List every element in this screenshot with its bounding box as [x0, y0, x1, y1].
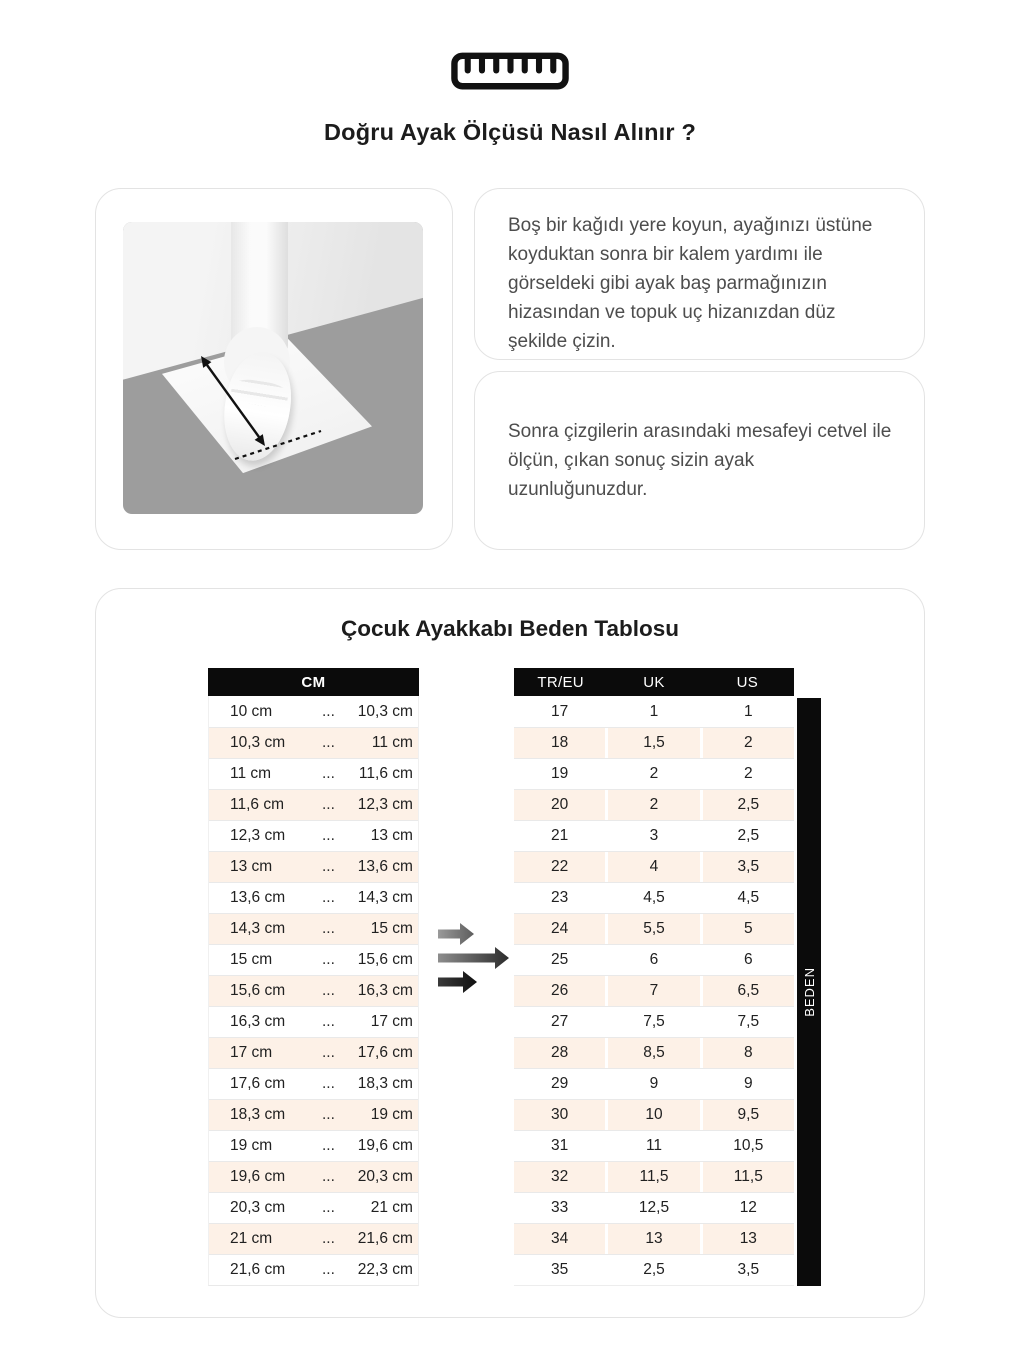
cm-from-value: 17 cm	[230, 1044, 273, 1061]
cm-to-value: 10,3 cm	[357, 702, 413, 720]
range-dots: ...	[322, 1075, 335, 1092]
size-row	[514, 758, 794, 789]
size-cell-value: 13	[608, 1224, 699, 1254]
size-cell-value: 4,5	[703, 883, 794, 913]
cm-range-row	[209, 944, 418, 975]
cm-to-value: 12,3 cm	[357, 796, 413, 813]
cm-from-value: 13 cm	[230, 858, 273, 875]
size-row	[514, 696, 794, 727]
size-cell-value: 2	[608, 759, 699, 789]
size-cell-value: 22	[514, 852, 605, 882]
size-cell-value: 21	[514, 821, 605, 851]
cm-range-row	[209, 975, 418, 1006]
cm-range-row	[209, 1161, 418, 1192]
size-cell-value: 29	[514, 1069, 605, 1099]
cm-range-row	[209, 696, 418, 727]
cm-from-value: 11,6 cm	[230, 796, 284, 813]
size-cell-value: 6	[703, 945, 794, 975]
size-cell-value: 2	[608, 790, 699, 820]
size-cell-value: 20	[514, 790, 605, 820]
foot-measurement-photo	[123, 222, 423, 514]
size-cell-value: 7,5	[703, 1007, 794, 1037]
size-cell-value: 34	[514, 1224, 605, 1254]
size-cell-value: 31	[514, 1131, 605, 1161]
size-cell-value: 26	[514, 976, 605, 1006]
instruction-text-1: Boş bir kağıdı yere koyun, ayağınızı üstüne koyduktan sonra bir kalem yardımı ile görseldeki gibi ayak baş parmağınızın hizasından ve topuk uç hizanızdan düz şekilde çizin.	[508, 215, 873, 352]
size-row	[514, 1006, 794, 1037]
size-cell-value: 8	[703, 1038, 794, 1068]
size-cell-value: 2	[703, 728, 794, 758]
cm-from-value: 20,3 cm	[230, 1199, 286, 1216]
cm-to-value: 11,6 cm	[358, 765, 413, 782]
size-cell-value: 10,5	[703, 1131, 794, 1161]
size-chart-title: Çocuk Ayakkabı Beden Tablosu	[340, 616, 679, 641]
cm-to-value: 13 cm	[370, 827, 413, 844]
cm-from-value: 21 cm	[230, 1230, 273, 1247]
range-dots: ...	[322, 920, 335, 937]
size-cell-value: 30	[514, 1100, 605, 1130]
cm-to-value: 15 cm	[370, 920, 413, 937]
size-cell-value: 4	[608, 852, 699, 882]
range-dots: ...	[322, 951, 335, 968]
size-cell-value: 19	[514, 759, 605, 789]
cm-to-value: 13,6 cm	[357, 858, 413, 875]
cm-range-row	[209, 789, 418, 820]
cm-range-row	[209, 882, 418, 913]
cm-to-value: 21,6 cm	[357, 1230, 413, 1247]
cm-to-value: 16,3 cm	[357, 982, 413, 999]
cm-to-value: 15,6 cm	[357, 951, 413, 968]
cm-table-header: CM	[208, 668, 419, 696]
size-cell-value: 11,5	[608, 1162, 699, 1192]
size-cell-value: 4,5	[608, 883, 699, 913]
cm-range-row	[209, 1130, 418, 1161]
range-dots: ...	[322, 827, 335, 844]
size-row	[514, 851, 794, 882]
size-cell-value: 35	[514, 1255, 605, 1285]
range-dots: ...	[322, 1199, 335, 1216]
size-row	[514, 944, 794, 975]
cm-from-value: 17,6 cm	[230, 1075, 286, 1092]
cm-to-value: 19 cm	[370, 1106, 413, 1123]
size-row	[514, 1130, 794, 1161]
size-chart-card	[95, 588, 925, 1318]
cm-range-row	[209, 1254, 418, 1285]
beden-label: BEDEN	[801, 967, 817, 1017]
cm-range-row	[209, 820, 418, 851]
size-cell-value: 17	[514, 696, 605, 727]
cm-to-value: 19,6 cm	[357, 1137, 413, 1154]
cm-from-value: 10 cm	[230, 702, 273, 720]
size-cell-value: 18	[514, 728, 605, 758]
cm-from-value: 18,3 cm	[230, 1106, 286, 1123]
size-cell-value: 12,5	[608, 1193, 699, 1223]
cm-range-row	[209, 1006, 418, 1037]
cm-range-row	[209, 1037, 418, 1068]
size-row	[514, 1223, 794, 1254]
cm-from-value: 15,6 cm	[230, 982, 286, 999]
size-cell-value: 3	[608, 821, 699, 851]
size-cell-value: 11,5	[703, 1162, 794, 1192]
range-dots: ...	[322, 702, 335, 720]
cm-range-row	[209, 913, 418, 944]
cm-table-body	[208, 696, 419, 1286]
cm-to-value: 17,6 cm	[357, 1044, 413, 1061]
size-cell-value: 25	[514, 945, 605, 975]
cm-table	[208, 668, 419, 1286]
cm-range-row	[209, 1192, 418, 1223]
cm-from-value: 14,3 cm	[230, 920, 286, 937]
cm-to-value: 22,3 cm	[357, 1261, 413, 1278]
size-row	[514, 1161, 794, 1192]
size-row	[514, 975, 794, 1006]
ruler-icon	[0, 52, 1020, 90]
size-row	[514, 789, 794, 820]
size-column-header: TR/EU	[537, 673, 584, 691]
instruction-text-2: Sonra çizgilerin arasındaki mesafeyi cetvel ile ölçün, çıkan sonuç sizin ayak uzunluğunuzdur.	[508, 420, 892, 500]
size-row	[514, 727, 794, 758]
size-cell-value: 7,5	[608, 1007, 699, 1037]
size-table-body	[514, 696, 794, 1286]
size-cell-value: 1	[703, 696, 794, 727]
size-cell-value: 27	[514, 1007, 605, 1037]
size-cell-value: 23	[514, 883, 605, 913]
range-dots: ...	[322, 765, 335, 782]
cm-to-value: 11 cm	[371, 734, 413, 751]
size-cell-value: 3,5	[703, 1255, 794, 1285]
range-dots: ...	[322, 796, 335, 813]
foot-measurement-photo-card	[95, 188, 453, 550]
measurement-arrow-overlay	[123, 222, 423, 514]
instruction-cards	[474, 188, 925, 550]
range-dots: ...	[322, 889, 335, 906]
size-cell-value: 9	[608, 1069, 699, 1099]
cm-range-row	[209, 1099, 418, 1130]
cm-from-value: 21,6 cm	[230, 1261, 286, 1278]
size-cell-value: 3,5	[703, 852, 794, 882]
size-row	[514, 820, 794, 851]
size-row	[514, 1099, 794, 1130]
size-cell-value: 8,5	[608, 1038, 699, 1068]
size-cell-value: 6,5	[703, 976, 794, 1006]
cm-from-value: 15 cm	[230, 951, 273, 968]
size-cell-value: 2,5	[703, 790, 794, 820]
size-cell-value: 5	[703, 914, 794, 944]
size-cell-value: 9,5	[703, 1100, 794, 1130]
mapping-arrows-icon	[436, 922, 514, 996]
size-cell-value: 7	[608, 976, 699, 1006]
size-cell-value: 13	[703, 1224, 794, 1254]
size-row	[514, 1068, 794, 1099]
instruction-card-1	[474, 188, 925, 360]
size-cell-value: 10	[608, 1100, 699, 1130]
size-cell-value: 5,5	[608, 914, 699, 944]
cm-from-value: 11 cm	[230, 765, 272, 782]
size-row	[514, 913, 794, 944]
range-dots: ...	[322, 1230, 335, 1247]
size-cell-value: 32	[514, 1162, 605, 1192]
range-dots: ...	[322, 734, 335, 751]
cm-range-row	[209, 727, 418, 758]
cm-from-value: 13,6 cm	[230, 889, 286, 906]
size-cell-value: 1,5	[608, 728, 699, 758]
size-row	[514, 882, 794, 913]
page-title: Doğru Ayak Ölçüsü Nasıl Alınır ?	[323, 119, 697, 145]
size-cell-value: 6	[608, 945, 699, 975]
size-cell-value: 24	[514, 914, 605, 944]
size-cell-value: 12	[703, 1193, 794, 1223]
cm-to-value: 20,3 cm	[357, 1168, 413, 1185]
cm-range-row	[209, 1068, 418, 1099]
cm-from-value: 19 cm	[230, 1137, 273, 1154]
size-cell-value: 9	[703, 1069, 794, 1099]
range-dots: ...	[322, 1013, 335, 1030]
size-cell-value: 1	[608, 696, 699, 727]
range-dots: ...	[322, 982, 335, 999]
cm-from-value: 10,3 cm	[230, 734, 286, 751]
range-dots: ...	[322, 1168, 335, 1185]
size-table-header	[514, 668, 794, 696]
size-cell-value: 2	[703, 759, 794, 789]
cm-to-value: 14,3 cm	[357, 889, 413, 906]
size-cell-value: 33	[514, 1193, 605, 1223]
cm-range-row	[209, 851, 418, 882]
cm-to-value: 21 cm	[370, 1199, 413, 1216]
range-dots: ...	[322, 1261, 335, 1278]
size-cell-value: 28	[514, 1038, 605, 1068]
cm-to-value: 17 cm	[370, 1013, 413, 1030]
range-dots: ...	[322, 1137, 335, 1154]
size-cell-value: 11	[608, 1131, 699, 1161]
size-row	[514, 1192, 794, 1223]
size-row	[514, 1037, 794, 1068]
cm-range-row	[209, 758, 418, 789]
cm-from-value: 16,3 cm	[230, 1013, 286, 1030]
instruction-card-2	[474, 371, 925, 550]
cm-to-value: 18,3 cm	[357, 1075, 413, 1092]
range-dots: ...	[322, 1044, 335, 1061]
range-dots: ...	[322, 858, 335, 875]
size-table	[514, 668, 794, 1286]
range-dots: ...	[322, 1106, 335, 1123]
cm-range-row	[209, 1223, 418, 1254]
beden-side-bar	[797, 698, 821, 1286]
size-row	[514, 1254, 794, 1285]
cm-from-value: 12,3 cm	[230, 827, 286, 844]
howto-section	[95, 188, 925, 550]
cm-from-value: 19,6 cm	[230, 1168, 286, 1185]
size-column-header: UK	[643, 673, 665, 691]
size-cell-value: 2,5	[608, 1255, 699, 1285]
size-cell-value: 2,5	[703, 821, 794, 851]
size-column-header: US	[736, 673, 759, 691]
